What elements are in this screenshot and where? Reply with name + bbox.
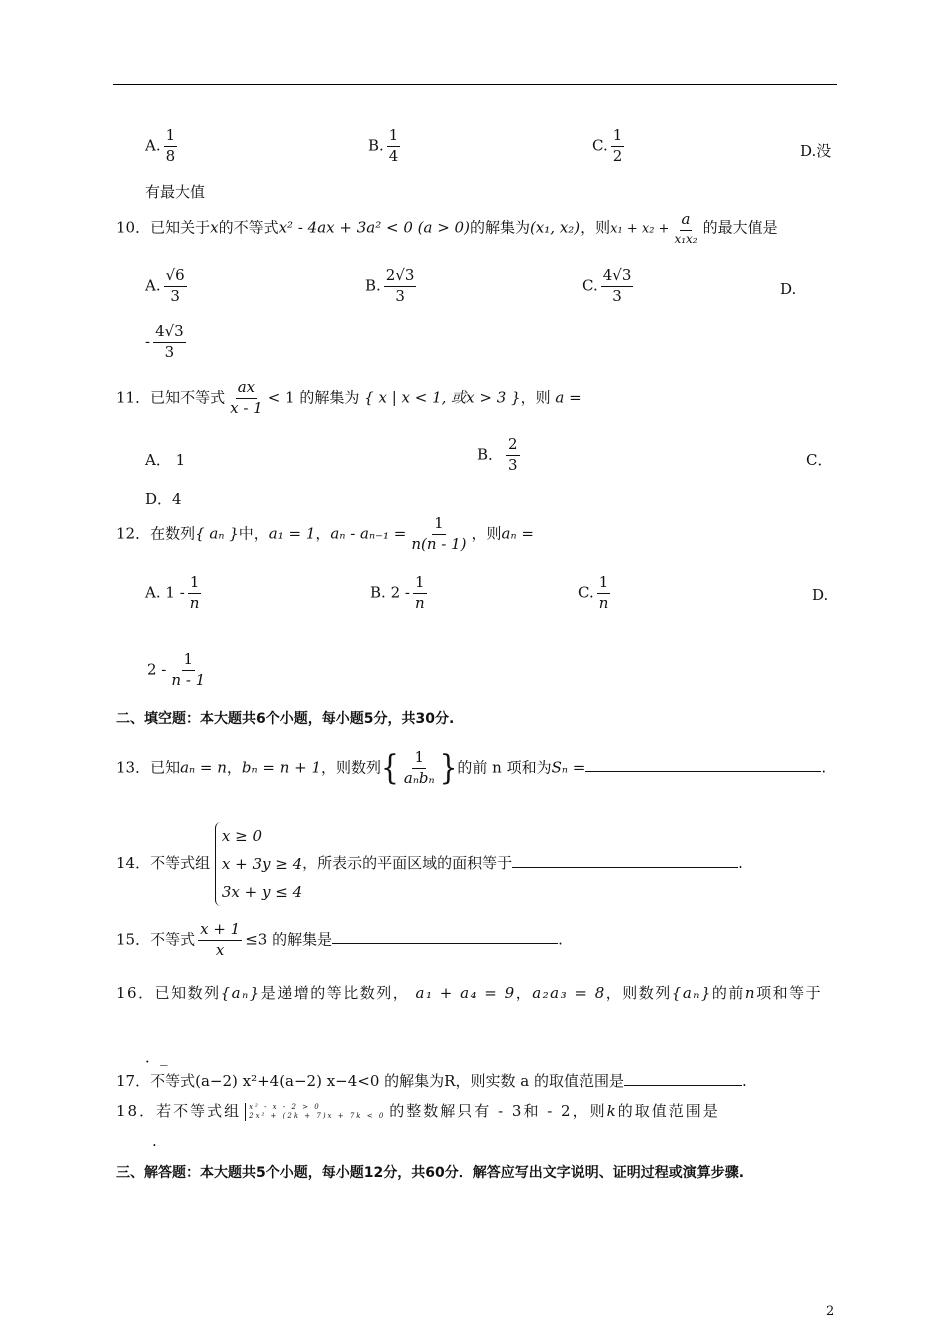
question-17: 17．不等式(a−2) x²+4(a−2) x−4<0 的解集为R，则实数 a 的取值范围是 . — [116, 1072, 747, 1090]
page-number: 2 — [826, 1304, 835, 1319]
q14-system: x ≥ 0 x + 3y ≥ 4 3x + y ≤ 4 — [215, 822, 302, 906]
q15-answer-blank[interactable] — [332, 929, 558, 944]
q9-option-d: D.没 — [800, 142, 832, 160]
q16-cont: ．_ — [145, 1048, 168, 1066]
q12-option-c: C. $\frac{1}{n}$ — [578, 573, 609, 612]
q12-option-a: A. 1 - $\frac{1}{n}$ — [145, 573, 200, 612]
q14-answer-blank[interactable] — [512, 853, 738, 868]
question-15: 15．不等式 $\frac{x + 1}{x}$ ≤3 的解集是 . — [116, 920, 563, 959]
q12-option-d-cont: 2 - $\frac{1}{n - 1}$ — [147, 650, 206, 689]
question-10: 10．已知关于x的不等式x² - 4ax + 3a² < 0 (a > 0)的解集为(x₁, x₂)，则x₁ + x₂ + $\frac{a}{\text{x₁x₂}}$ 的最大值是 — [116, 210, 778, 246]
q9-option-a: A. $\frac{1}{8}$ — [145, 126, 176, 165]
header-rule — [113, 84, 837, 85]
q10-option-a: A. $\frac{√6}{3}$ — [145, 266, 185, 305]
q9-option-b: B. $\frac{1}{4}$ — [368, 126, 399, 165]
question-16: 16．已知数列{aₙ}是递增的等比数列， a₁ + a₄ = 9，a₂a₃ = 8，则数列{aₙ}的前n项和等于 — [116, 984, 823, 1002]
q12-option-d: D. — [812, 586, 829, 604]
question-14: 14．不等式组 x ≥ 0 x + 3y ≥ 4 3x + y ≤ 4，所表示的平面区域的面积等于 . — [116, 822, 743, 906]
section-3-heading: 三、解答题：本大题共5个小题，每小题12分，共60分．解答应写出文字说明、证明过程或演算步骤. — [116, 1165, 745, 1181]
q10-option-d: D. — [780, 280, 797, 298]
question-18: 18．若不等式组 x² - x - 2 > 0 2x² + (2k + 7)x + 7k < 0 的整数解只有 - 3和 - 2，则k的取值范围是 — [116, 1102, 720, 1120]
q9-option-d-cont: 有最大值 — [145, 183, 206, 201]
q9-option-c: C. $\frac{1}{2}$ — [592, 126, 623, 165]
q11-option-b: B． $\frac{2}{3}$ — [477, 435, 518, 474]
q12-option-b: B. 2 - $\frac{1}{n}$ — [370, 573, 425, 612]
q10-option-c: C. $\frac{4√3}{3}$ — [582, 266, 632, 305]
q10-option-b: B. $\frac{2√3}{3}$ — [365, 266, 415, 305]
section-2-heading: 二、填空题：本大题共6个小题，每小题5分，共30分. — [116, 711, 455, 727]
q10-option-d-cont: - $\frac{4√3}{3}$ — [145, 322, 184, 361]
q17-answer-blank[interactable] — [624, 1071, 742, 1086]
q11-option-a: A． 1 — [145, 451, 186, 469]
q11-option-d: D．4 — [145, 490, 182, 508]
question-13: 13．已知aₙ = n，bₙ = n + 1，则数列{ $\frac{1}{\text{aₙbₙ}}$ }的前 n 项和为Sₙ = . — [116, 747, 827, 788]
question-12: 12．在数列{ aₙ }中，a₁ = 1，aₙ - aₙ₋₁ = $\frac{1}{n(n - 1)}$ ，则aₙ = — [116, 514, 534, 553]
question-11: 11．已知不等式 $\frac{ax}{x - 1}$ < 1 的解集为 { x | x < 1, 或x > 3 }，则 a = — [116, 378, 582, 417]
q18-cont: . — [152, 1132, 157, 1150]
q18-system: x² - x - 2 > 0 2x² + (2k + 7)x + 7k < 0 — [245, 1103, 385, 1121]
q13-answer-blank[interactable] — [585, 757, 821, 772]
q11-option-c: C． — [806, 451, 833, 469]
